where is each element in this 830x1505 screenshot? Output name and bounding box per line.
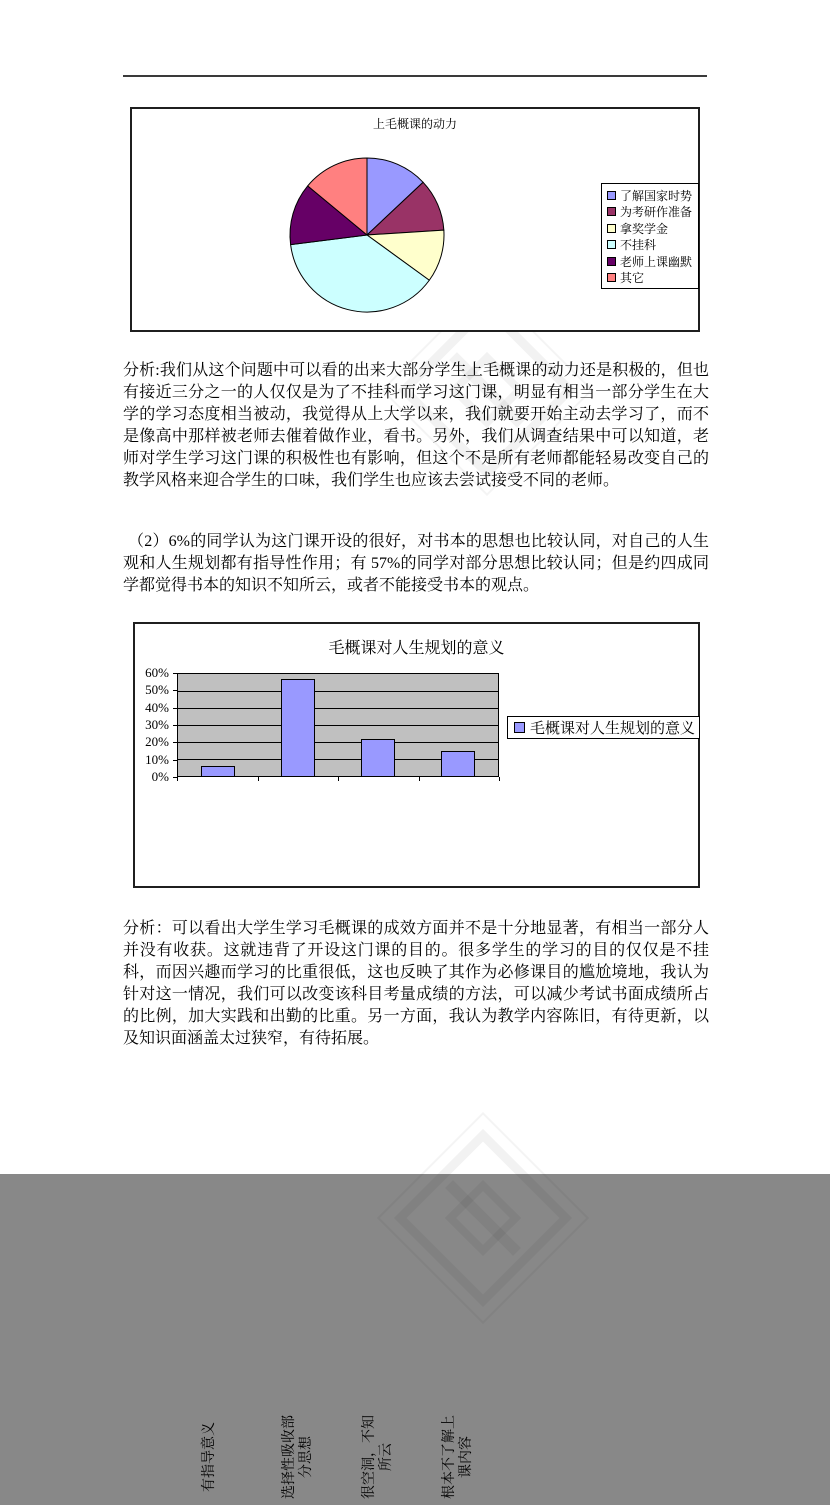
y-axis-tick	[173, 690, 177, 691]
y-axis-tick	[173, 760, 177, 761]
bar	[281, 679, 315, 776]
category-label: 选择性吸收部分思想	[282, 1415, 314, 1499]
gridline	[178, 742, 498, 743]
category-label: 根本不了解上课内容	[442, 1415, 474, 1499]
pie-legend-label: 了解国家时势	[620, 188, 693, 203]
pie-legend-item	[607, 253, 698, 270]
pie-legend-label: 老师上课幽默	[620, 254, 693, 269]
y-axis-tick	[173, 742, 177, 743]
pie-legend-marker-icon	[607, 224, 616, 233]
bar-legend	[507, 716, 700, 739]
pie-legend	[601, 183, 699, 289]
y-axis-tick-label: 40%	[145, 699, 169, 715]
bar-chart-title: 毛概课对人生规划的意义	[328, 640, 505, 657]
finding-paragraph-2: （2）6%的同学认为这门课开设的很好，对书本的思想也比较认同，对自己的人生观和人生规划都有指导性作用；有 57%的同学对部分思想比较认同；但是约四成同学都觉得书本的知识不知所云，或者不能接受书本的观点。	[123, 533, 709, 594]
gridline	[178, 725, 498, 726]
x-axis-tick	[499, 777, 500, 781]
bar	[441, 751, 475, 777]
bar	[201, 766, 235, 776]
y-axis-tick-label: 10%	[145, 751, 169, 767]
bar-legend-label: 毛概课对人生规划的意义	[530, 721, 696, 737]
pie-legend-marker-icon	[607, 273, 616, 282]
x-axis-tick	[258, 777, 259, 781]
pie-legend-item	[607, 187, 698, 204]
y-axis-tick-label: 30%	[145, 717, 169, 732]
pie-legend-item	[607, 220, 698, 237]
pie-legend-marker-icon	[607, 240, 616, 249]
pie-legend-label: 不挂科	[620, 238, 657, 253]
pie-legend-item	[607, 204, 698, 221]
analysis-paragraph-1: 分析:我们从这个问题中可以看的出来大部分学生上毛概课的动力还是积极的，但也有接近三分之一的人仅仅是为了不挂科而学习这门课，明显有相当一部分学生在大学的学习态度相当被动，我觉得从上大学以来，我们就要开始主动去学习了，而不是像高中那样被老师去催着做作业，看书。另外，我们从调查结果中可以知道，老师对学生学习这门课的积极性也有影响，但这个不是所有老师都能轻易改变自己的教学风格来迎合学生的口味，我们学生也应该去尝试接受不同的老师。	[123, 362, 709, 489]
pie-chart-title: 上毛概课的动力	[372, 117, 457, 131]
pie-legend-label: 其它	[620, 271, 645, 286]
category-label: 有指导意义	[202, 1422, 217, 1492]
y-axis-tick-label: 50%	[145, 682, 169, 698]
x-axis-tick	[177, 777, 178, 781]
x-axis-tick	[338, 777, 339, 781]
category-label: 很空洞，不知所云	[362, 1415, 394, 1499]
x-axis-tick	[419, 777, 420, 781]
gridline	[178, 708, 498, 709]
y-axis-tick	[173, 725, 177, 726]
analysis-paragraph-3: 分析：可以看出大学生学习毛概课的成效方面并不是十分地显著，有相当一部分人并没有收获。这就违背了开设这门课的目的。很多学生的学习的目的仅仅是不挂科，而因兴趣而学习的比重很低，这也反映了其作为必修课目的尴尬境地，我认为针对这一情况，我们可以改变该科目考量成绩的方法，可以减少考试书面成绩所占的比例，加大实践和出勤的比重。另一方面，我认为教学内容陈旧，有待更新，以及知识面涵盖太过狭窄，有待拓展。	[123, 920, 709, 1047]
pie-chart-frame	[130, 107, 700, 332]
page-header-rule	[123, 75, 707, 77]
pie-legend-marker-icon	[607, 207, 616, 216]
y-axis-tick-label: 0%	[151, 769, 169, 784]
pie-legend-item	[607, 270, 698, 287]
bar-chart-plot-area	[177, 673, 499, 777]
pie-legend-label: 拿奖学金	[620, 221, 669, 236]
y-axis-tick	[173, 708, 177, 709]
y-axis-tick	[173, 673, 177, 674]
y-axis-tick-label: 20%	[145, 734, 169, 750]
pie-legend-label: 为考研作准备	[620, 205, 693, 220]
pie-legend-marker-icon	[607, 191, 616, 200]
bar	[361, 739, 395, 776]
y-axis-tick-label: 60%	[145, 665, 169, 680]
gridline	[178, 691, 498, 692]
pie-chart	[287, 155, 447, 315]
bar-legend-marker-icon	[514, 722, 525, 733]
pie-legend-item	[607, 237, 698, 254]
pie-legend-marker-icon	[607, 257, 616, 266]
